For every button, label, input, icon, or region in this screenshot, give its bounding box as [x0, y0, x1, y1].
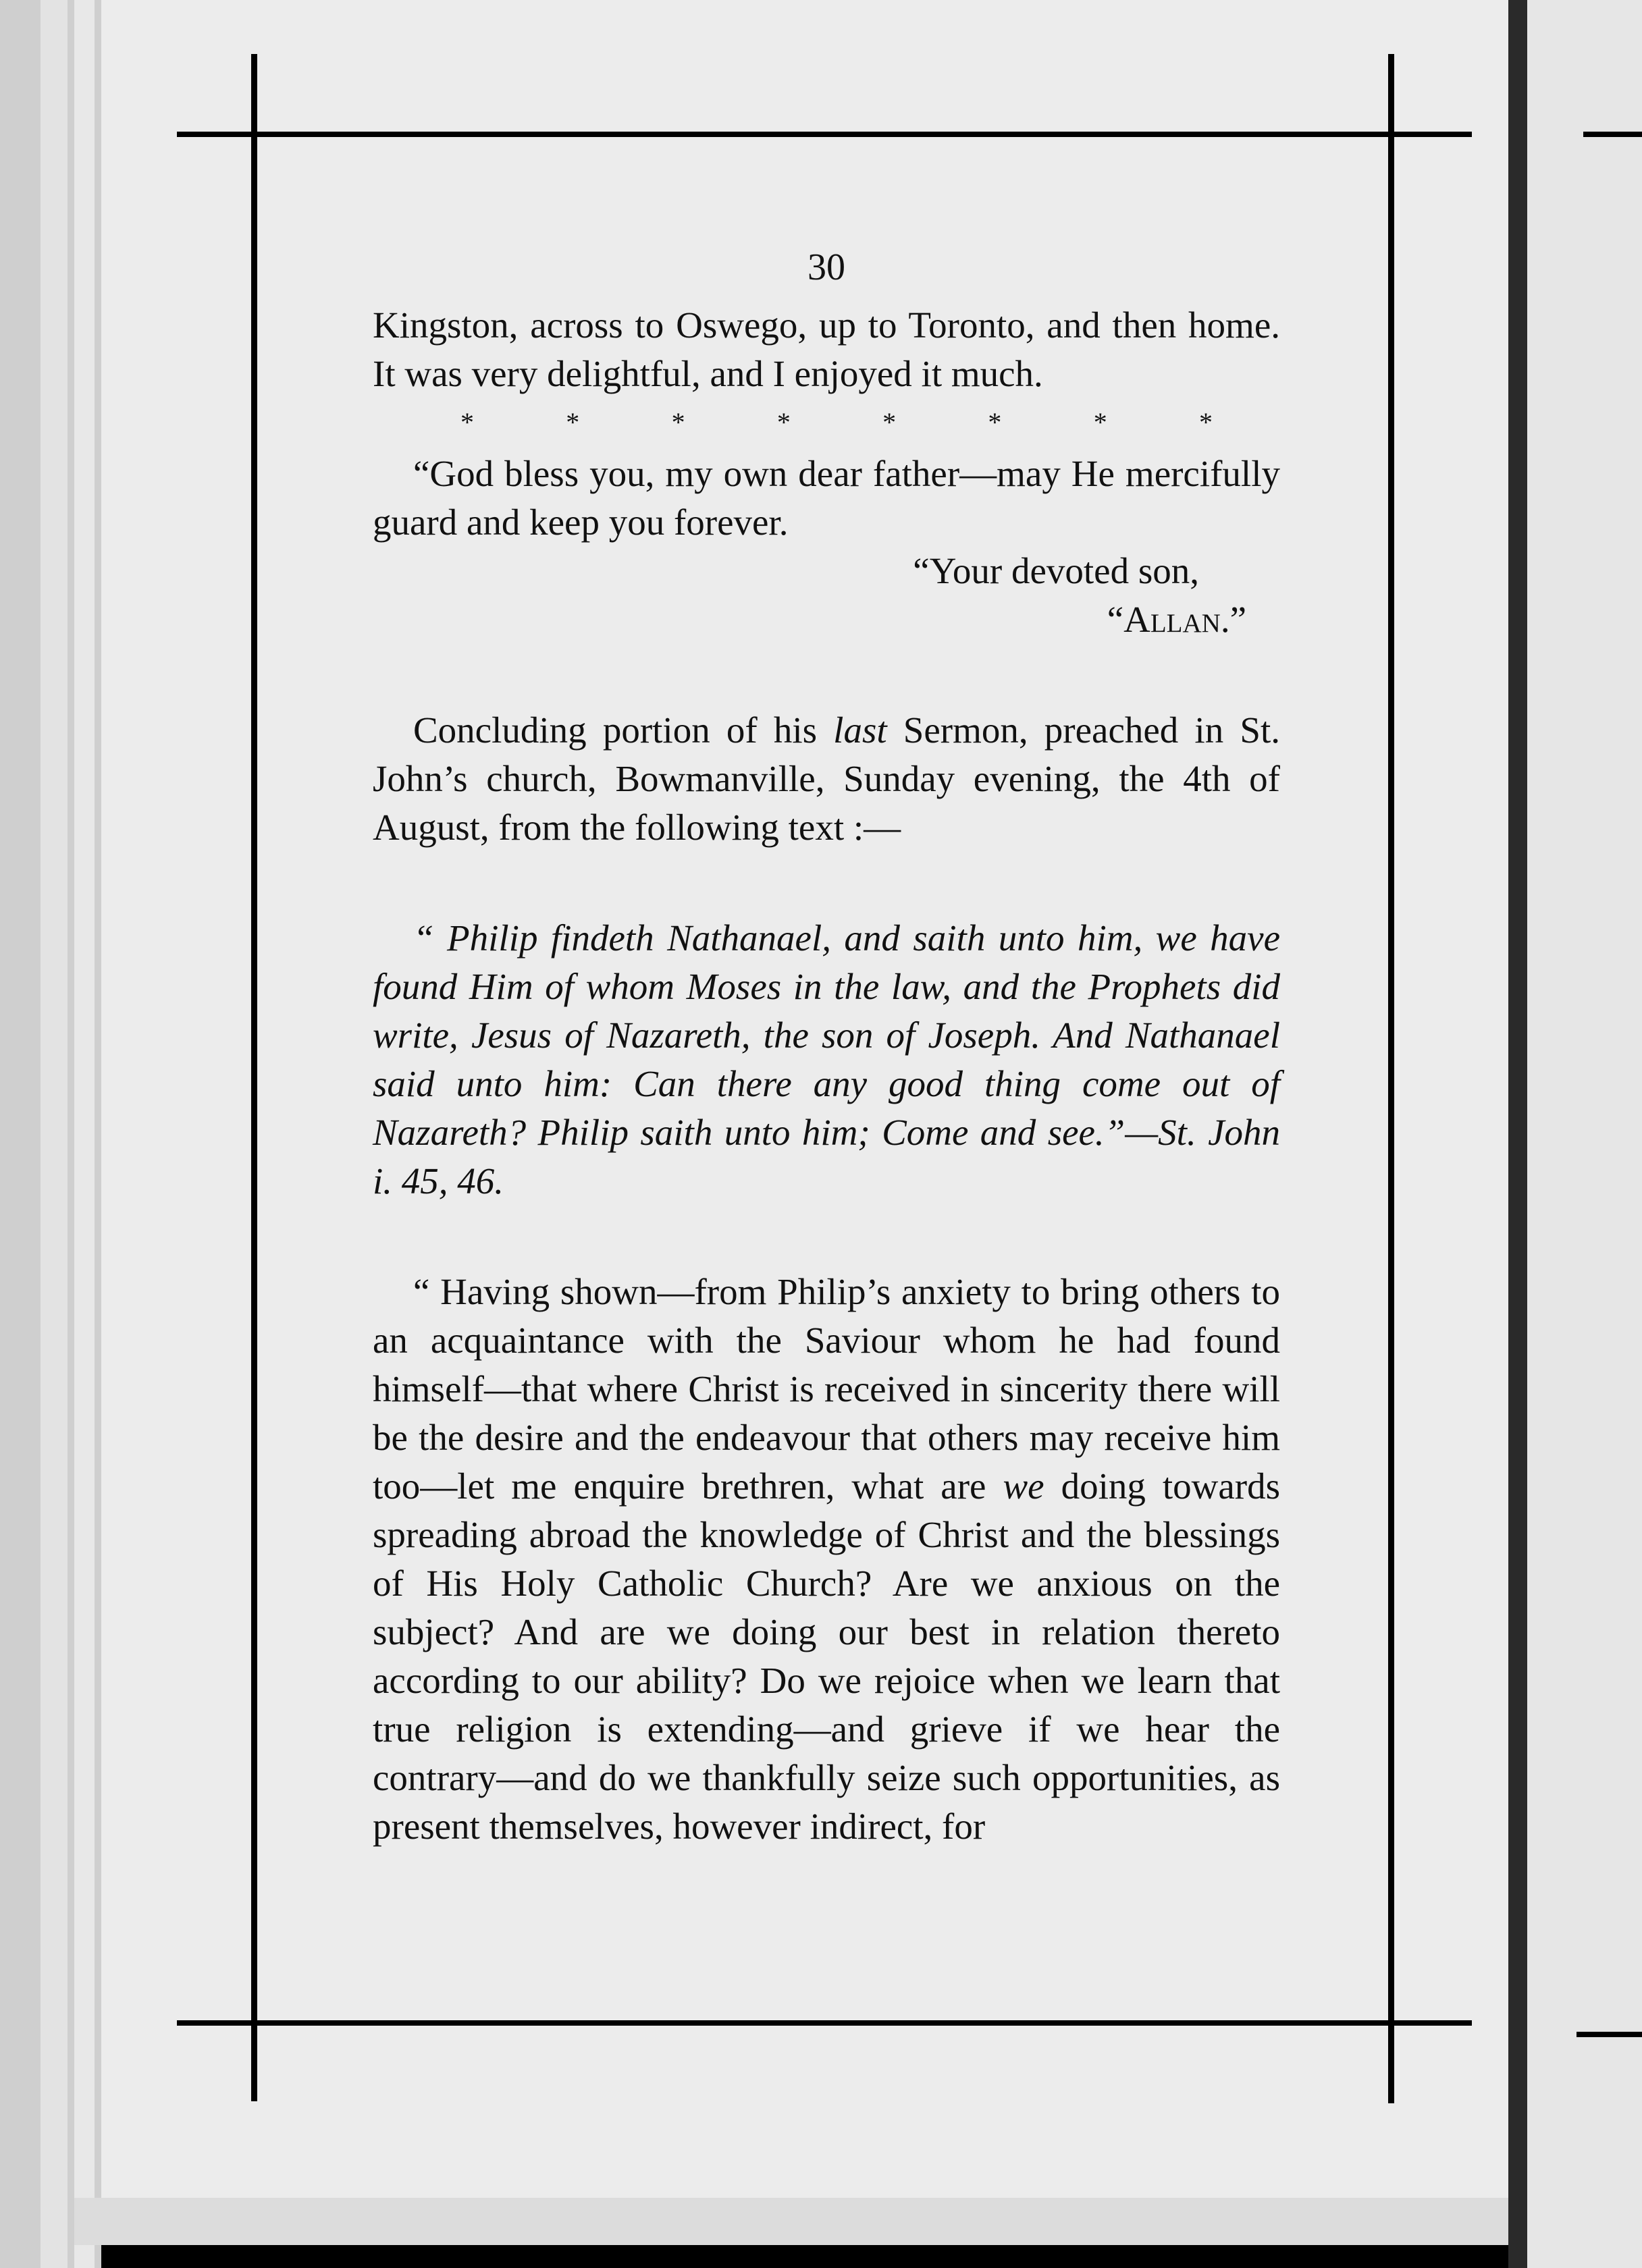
sermon-body-part2: doing towards spreading abroad the knowledge of Christ and the blessings of His Holy Catholic Church? Are we anxious on the subject? And are we doing our best in relation thereto according to our ability? Do we rejoice when we learn that true religion is extending—and grieve if we hear the contrary—and do we thankfully seize such opportunities, as present themselves, however indirect, for	[373, 1465, 1280, 1847]
sermon-intro-start: Concluding portion of his	[413, 709, 834, 751]
border-rule-bottom	[177, 2020, 1472, 2026]
facing-page	[1527, 0, 1642, 2268]
letter-closing-paragraph: Kingston, across to Oswego, up to Toronto, and then home. It was very delightful, and I enjoyed it much.	[373, 304, 1280, 394]
star: *	[1198, 407, 1213, 437]
section-break-stars	[373, 398, 1280, 447]
border-rule-top	[177, 132, 1472, 137]
scripture-quotation: “ Philip findeth Nathanael, and saith unto him, we have found Him of whom Moses in the law, and the Prophets did write, Jesus of Nazareth, the son of Joseph. And Nathanael said unto him: Can there any good thing come out of Nazareth? Philip saith unto him; Come and see.”—St. John i. 45, 46.	[373, 917, 1280, 1202]
star: *	[566, 407, 580, 437]
star: *	[671, 407, 685, 437]
letter-valediction: “Your devoted son,	[913, 550, 1199, 591]
star: *	[776, 407, 791, 437]
star: *	[460, 407, 474, 437]
sermon-intro-end: Sermon, preached in St. John’s church, Bowmanville, Sunday evening, the 4th of August, from the following text :—	[373, 709, 1280, 848]
spacer	[373, 852, 1280, 914]
star: *	[988, 407, 1002, 437]
sermon-intro	[373, 706, 1280, 852]
facing-page-rule-bottom	[1577, 2032, 1642, 2037]
spacer	[373, 644, 1280, 706]
star: *	[1093, 407, 1107, 437]
border-rule-left	[251, 54, 257, 2101]
sermon-body	[373, 1268, 1280, 1851]
star: *	[882, 407, 897, 437]
sermon-body-emphasis: we	[1003, 1465, 1044, 1507]
page-text-block	[373, 243, 1280, 1851]
page-number: 30	[807, 246, 845, 288]
page-edge	[41, 0, 68, 2268]
page-bottom-edge	[74, 2198, 1546, 2245]
letter-signature: “Allan.”	[1107, 599, 1246, 640]
sermon-intro-emphasis: last	[833, 709, 887, 751]
sermon-body-part1: “ Having shown—from Philip’s anxiety to bring others to an acquaintance with the Saviour whom he had found himself—that where Christ is received in sincerity there will be the desire and the endeavour that others may receive him too—let me enquire brethren, what are	[373, 1271, 1280, 1507]
facing-page-rule-top	[1583, 132, 1642, 137]
page-edge	[74, 0, 95, 2268]
letter-blessing: “God bless you, my own dear father—may He mercifully guard and keep you forever.	[373, 453, 1280, 543]
border-rule-right	[1388, 54, 1394, 2103]
spacer	[373, 1206, 1280, 1268]
book-gutter	[1508, 0, 1527, 2268]
